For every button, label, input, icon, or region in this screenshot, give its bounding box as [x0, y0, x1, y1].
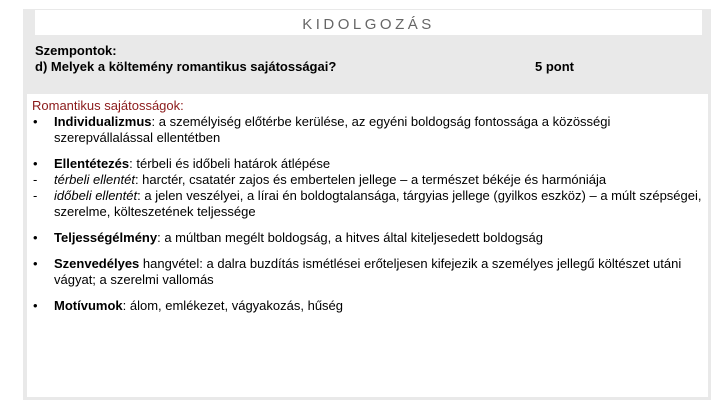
- item-text: hangvétel: a dalra buzdítás ismétlései erőteljesen kifejezik a személyes jellegű költészet utáni vágyat; a szerelmi vallomás: [54, 256, 682, 287]
- item-text: : a jelen veszélyei, a lírai én boldogtalansága, tárgyias jellege (gyilkos eszköz) – a múlt szépségei, szerelme, költeszetének teljessége: [54, 188, 702, 219]
- answer-content: [32, 98, 702, 314]
- item-term: Teljességélmény: [54, 230, 158, 245]
- criteria-question: d) Melyek a költemény romantikus sajátosságai?: [35, 59, 337, 74]
- list-item: [32, 230, 702, 246]
- slide-title: KIDOLGOZÁS: [302, 16, 435, 33]
- criteria-heading: Szempontok:: [35, 43, 117, 58]
- answer-box: [27, 94, 708, 397]
- item-term: időbeli ellentét: [54, 188, 138, 203]
- list-item: [32, 114, 702, 146]
- item-text: : harctér, csatatér zajos és embertelen jellege – a természet békéje és harmóniája: [134, 172, 607, 187]
- list-item: [32, 298, 702, 314]
- bullet-icon: •: [33, 298, 38, 313]
- item-text: : a személyiség előtérbe kerülése, az egyéni boldogság fontossága a közösségi szerepvállalással ellentétben: [54, 114, 611, 145]
- list-item: [32, 172, 702, 188]
- item-text: : a múltban megélt boldogság, a hitves által kiteljesedett boldogság: [157, 230, 544, 245]
- list-item: [32, 256, 702, 288]
- item-term: Szenvedélyes: [54, 256, 140, 271]
- dash-icon: -: [33, 172, 38, 187]
- dash-icon: -: [33, 188, 38, 203]
- bullet-icon: •: [33, 114, 38, 129]
- item-text: : álom, emlékezet, vágyakozás, hűség: [122, 298, 344, 313]
- item-term: térbeli ellentét: [54, 172, 135, 187]
- criteria-block: [35, 40, 702, 88]
- criteria-points: 5 pont: [535, 59, 574, 74]
- list-item: [32, 156, 702, 172]
- item-text: : térbeli és időbeli határok átlépése: [129, 156, 331, 171]
- item-term: Individualizmus: [54, 114, 152, 129]
- item-term: Ellentétezés: [54, 156, 130, 171]
- answer-title: Romantikus sajátosságok:: [32, 98, 184, 113]
- title-band: [35, 10, 702, 35]
- bullet-icon: •: [33, 156, 38, 171]
- list-item: [32, 188, 702, 220]
- bullet-icon: •: [33, 230, 38, 245]
- item-term: Motívumok: [54, 298, 123, 313]
- bullet-icon: •: [33, 256, 38, 271]
